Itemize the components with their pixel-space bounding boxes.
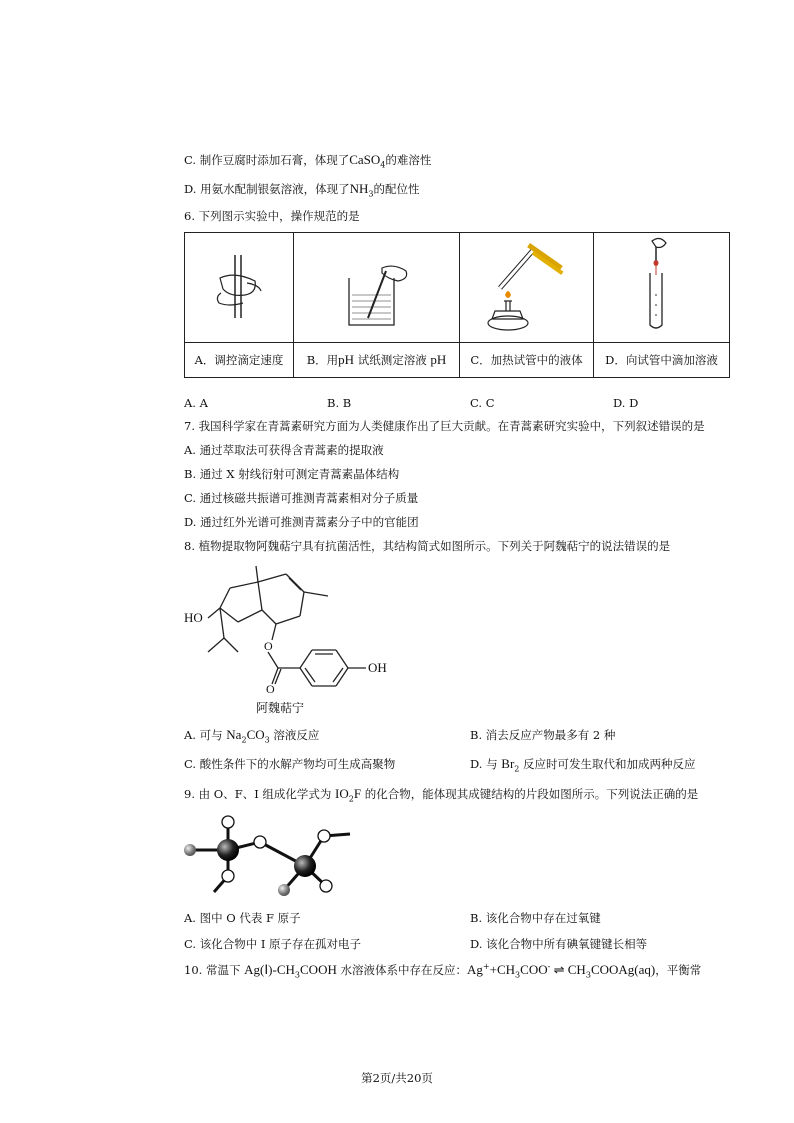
o-atom-icon	[318, 830, 330, 842]
q9-option-d: D. 该化合物中所有碘氧键键长相等	[470, 937, 648, 951]
label-oh: OH	[368, 660, 387, 675]
q9-option-c: C. 该化合物中 I 原子存在孤对电子	[184, 937, 362, 951]
q9-bond-fragment-diagram	[180, 810, 360, 910]
q5-option-c: C. 制作豆腐时添加石膏，体现了CaSO$_4$的难溶性	[184, 152, 432, 170]
q8-option-b: B. 消去反应产物最多有 2 种	[470, 728, 616, 742]
q5-option-d: D. 用氨水配制银氨溶液，体现了$NH_3$的配位性	[184, 181, 420, 199]
o-atom-icon	[320, 880, 332, 892]
compound-name: 阿魏萜宁	[256, 701, 305, 715]
q10-stem: 10. 常温下 $Ag(Ⅰ)-CH_3COOH$ 水溶液体系中存在反应：$Ag^++CH_3COO^-$ ⇌ $CH_3COOAg(aq)$，平衡常	[184, 962, 702, 980]
f-atom-icon	[184, 844, 196, 856]
label-o-ester: O	[264, 639, 273, 653]
q9-option-b: B. 该化合物中存在过氧键	[470, 911, 601, 925]
q6-option-c: C. C	[470, 396, 495, 410]
q9-stem: 9. 由 O、F、I 组成化学式为 $IO_2F$ 的化合物，能体现其成键结构的片段如图所示。下列说法正确的是	[184, 786, 699, 804]
q7-option-c: C. 通过核磁共振谱可推测青蒿素相对分子质量	[184, 491, 419, 505]
label-ho: HO	[184, 610, 203, 625]
q6-pic-a	[185, 233, 294, 343]
q8-option-a: A. 可与 $Na_2CO_3$ 溶液反应	[184, 727, 320, 745]
q6-caption-b: B．用pH 试纸测定溶液 pH	[294, 343, 460, 378]
q6-option-b: B. B	[327, 396, 352, 410]
q6-stem: 6. 下列图示实验中，操作规范的是	[184, 209, 360, 223]
o-atom-icon	[222, 870, 234, 882]
q6-option-a: A. A	[184, 396, 208, 410]
q6-option-d: D. D	[613, 396, 639, 410]
q6-caption-c: C．加热试管中的液体	[460, 343, 594, 378]
burette-hand-icon	[185, 233, 293, 339]
i-atom-icon	[294, 855, 316, 877]
f-atom-icon	[278, 884, 290, 896]
label-o-carbonyl: O	[266, 682, 275, 696]
q6-figure-table	[184, 232, 730, 378]
i-atom-icon	[217, 839, 239, 861]
q8-stem: 8. 植物提取物阿魏萜宁具有抗菌活性，其结构简式如图所示。下列关于阿魏萜宁的说法错误的是	[184, 539, 671, 553]
q7-option-a: A. 通过萃取法可获得含青蒿素的提取液	[184, 443, 384, 457]
q6-caption-a: A．调控滴定速度	[185, 343, 294, 378]
q8-option-d: D. 与 $Br_2$ 反应时可发生取代和加成两种反应	[470, 756, 696, 774]
q9-option-a: A. 图中 O 代表 F 原子	[184, 911, 301, 925]
o-atom-icon	[254, 836, 266, 848]
q6-pic-b	[294, 233, 460, 343]
q8-option-c: C. 酸性条件下的水解产物均可生成高聚物	[184, 757, 396, 771]
q7-option-d: D. 通过红外光谱可推测青蒿素分子中的官能团	[184, 515, 419, 529]
q6-caption-d: D．向试管中滴加溶液	[594, 343, 730, 378]
q8-structure-diagram	[180, 560, 410, 720]
q6-pic-d	[594, 233, 730, 343]
page-footer: 第2页/共20页	[361, 1071, 433, 1085]
beaker-ph-icon	[294, 233, 459, 339]
heating-test-tube-icon	[460, 233, 593, 339]
o-atom-icon	[222, 816, 234, 828]
q6-pic-c	[460, 233, 594, 343]
dropper-test-tube-icon	[594, 233, 729, 339]
q7-stem: 7. 我国科学家在青蒿素研究方面为人类健康作出了巨大贡献。在青蒿素研究实验中，下列叙述错误的是	[184, 419, 705, 433]
q7-option-b: B. 通过 X 射线衍射可测定青蒿素晶体结构	[184, 467, 400, 481]
